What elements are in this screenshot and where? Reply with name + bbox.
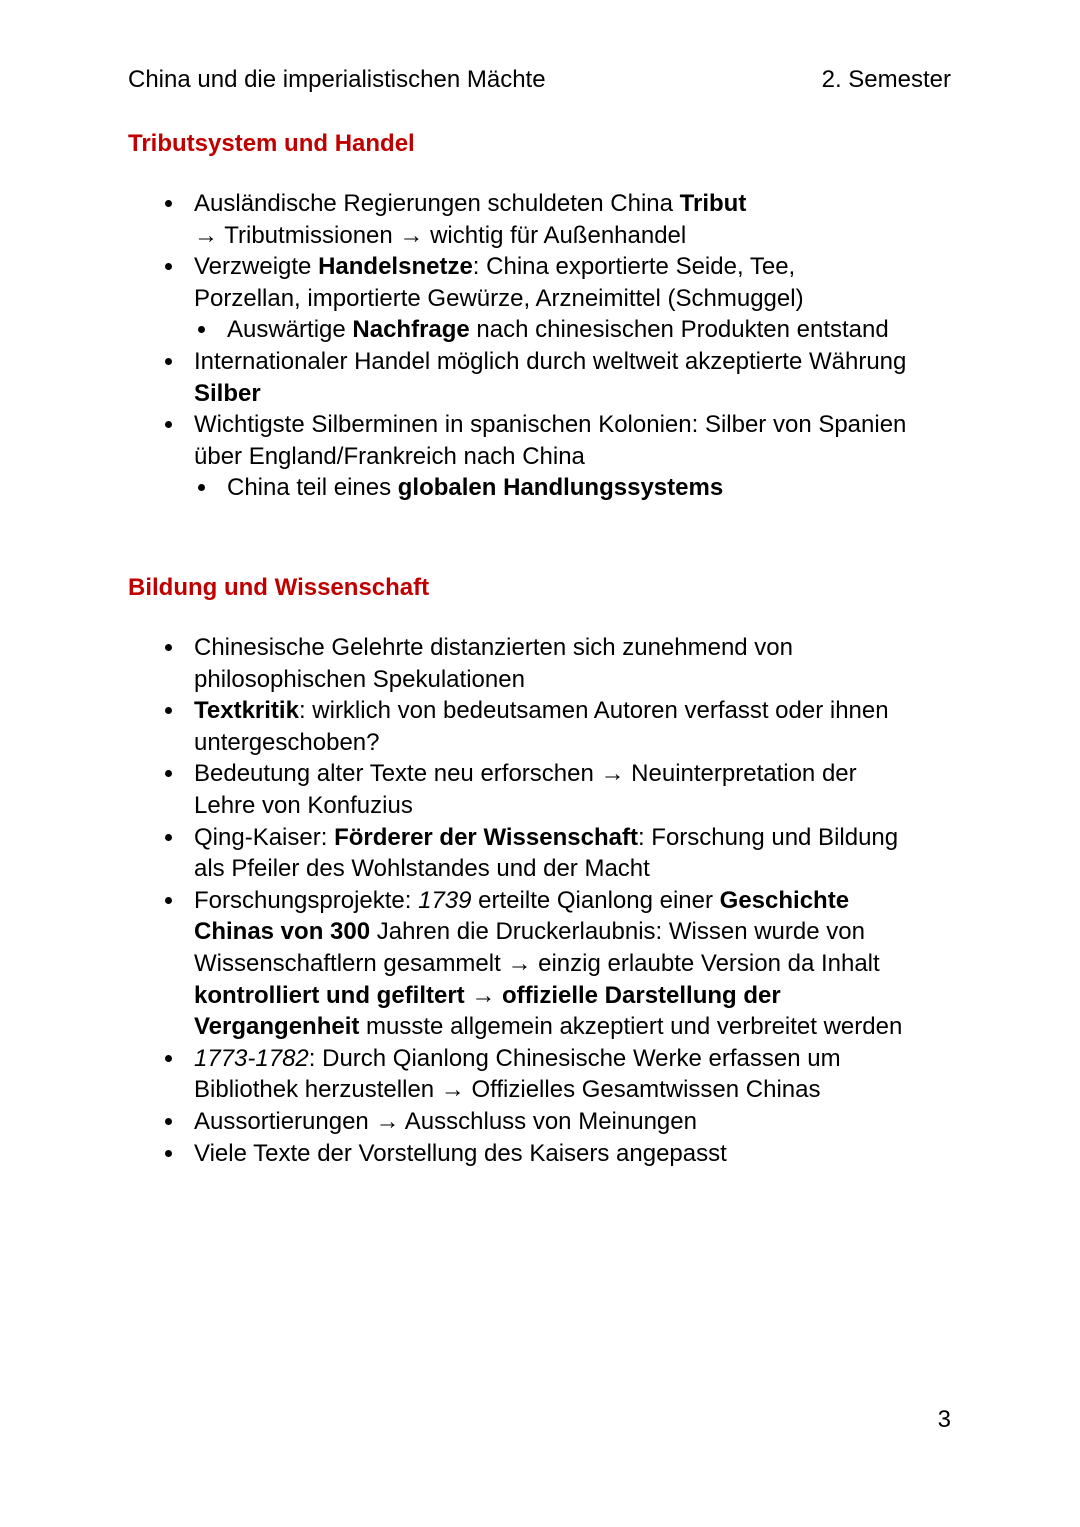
list-item — [194, 695, 984, 758]
bullet-list-bildung — [194, 632, 984, 1169]
header-title: China und die imperialistischen Mächte — [128, 66, 546, 93]
header-semester: 2. Semester — [821, 66, 951, 93]
bold-text: Tribut — [679, 190, 747, 217]
bullet-list-tributsystem — [194, 188, 984, 504]
text-segment: : wirklich von bedeutsamen Autoren verfasst oder ihnen — [298, 697, 889, 725]
text-segment: Forschungsprojekte: — [194, 886, 419, 914]
text-segment: musste allgemein akzeptiert und verbreitet werden — [359, 1013, 903, 1041]
text-segment: : China exportierte Seide, Tee, — [472, 253, 796, 281]
text-segment: philosophischen Spekulationen — [194, 665, 525, 693]
bold-text: Geschichte — [719, 886, 850, 914]
text-segment: Ausländische Regierungen schuldeten China — [194, 190, 680, 217]
section-title-bildung: Bildung und Wissenschaft — [128, 574, 430, 601]
bold-text: Chinas von 300 — [194, 918, 371, 946]
list-item — [194, 1043, 984, 1106]
text-segment: Aussortierungen → Ausschluss von Meinungen — [194, 1107, 697, 1135]
list-item — [194, 188, 984, 251]
text-segment: Chinesische Gelehrte distanzierten sich zunehmend von — [194, 634, 794, 661]
text-segment: untergeschoben? — [194, 728, 380, 756]
italic-text: 1773-1782 — [194, 1044, 309, 1072]
text-segment: : Durch Qianlong Chinesische Werke erfassen um — [308, 1044, 841, 1072]
text-segment: Jahren die Druckerlaubnis: Wissen wurde von — [370, 918, 865, 946]
bold-text: Vergangenheit — [194, 1013, 360, 1041]
text-segment: Qing-Kaiser: — [194, 823, 335, 851]
page-number: 3 — [937, 1406, 951, 1433]
text-segment: nach chinesischen Produkten entstand — [469, 316, 889, 344]
text-segment: Wichtigste Silberminen in spanischen Kolonien: Silber von Spanien — [194, 411, 907, 439]
text-segment: → Tributmissionen → wichtig für Außenhandel — [194, 221, 687, 249]
text-segment: Auswärtige — [227, 316, 353, 344]
text-segment: über England/Frankreich nach China — [194, 442, 585, 470]
sub-list-item — [227, 472, 984, 504]
text-segment: erteilte Qianlong einer — [471, 886, 720, 914]
bold-text: kontrolliert und gefiltert → offizielle Darstellung der — [194, 981, 781, 1009]
list-item — [194, 1106, 984, 1138]
bold-text: Textkritik — [194, 697, 299, 725]
list-item — [194, 346, 984, 409]
bold-text: globalen Handlungssystems — [397, 474, 724, 502]
text-segment: Wissenschaftlern gesammelt → einzig erlaubte Version da Inhalt — [194, 949, 880, 977]
list-item — [194, 409, 984, 472]
bold-text: Silber — [194, 379, 261, 407]
italic-text: 1739 — [418, 886, 472, 914]
bold-text: Handelsnetze — [318, 253, 473, 281]
sub-list-item — [227, 314, 984, 346]
text-segment: Verzweigte — [194, 253, 319, 281]
list-item — [194, 758, 984, 821]
list-item — [194, 885, 984, 1043]
text-segment: Porzellan, importierte Gewürze, Arzneimittel (Schmuggel) — [194, 284, 804, 312]
text-segment: als Pfeiler des Wohlstandes und der Macht — [194, 855, 650, 883]
text-segment: Internationaler Handel möglich durch weltweit akzeptierte Währung — [194, 347, 907, 375]
bold-text: Förderer der Wissenschaft — [334, 823, 638, 851]
list-item — [194, 1138, 984, 1170]
text-segment: Bedeutung alter Texte neu erforschen → Neuinterpretation der — [194, 760, 857, 788]
text-segment: China teil eines — [227, 474, 398, 502]
bold-text: Nachfrage — [352, 316, 470, 344]
list-item — [194, 251, 984, 314]
text-segment: Bibliothek herzustellen → Offizielles Gesamtwissen Chinas — [194, 1076, 821, 1104]
list-item — [194, 632, 984, 695]
section-title-tributsystem: Tributsystem und Handel — [128, 130, 415, 157]
list-item — [194, 822, 984, 885]
text-segment: Viele Texte der Vorstellung des Kaisers angepasst — [194, 1139, 727, 1167]
text-segment: : Forschung und Bildung — [637, 823, 899, 851]
text-segment: Lehre von Konfuzius — [194, 791, 413, 819]
